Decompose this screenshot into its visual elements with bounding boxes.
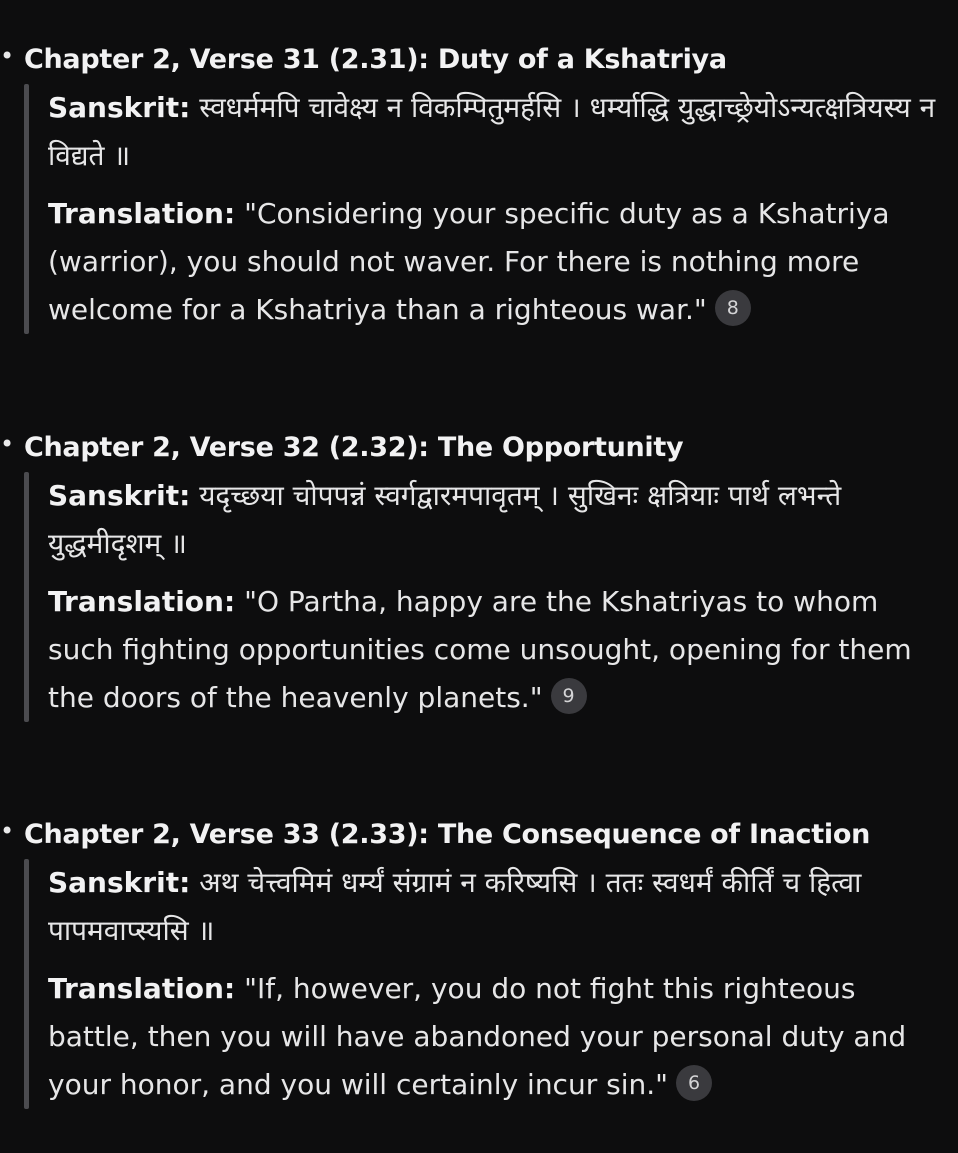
blockquote-bar <box>24 859 29 1109</box>
sanskrit-text: यदृच्छया चोपपन्नं स्वर्गद्वारमपावृतम् । सुखिनः क्षत्रियाः पार्थ लभन्ते युद्धमीदृशम् ॥ <box>48 479 842 560</box>
translation-text: "O Partha, happy are the Kshatriyas to whom such fighting opportunities come unsought, opening for them the doors of the heavenly planets." <box>48 585 912 714</box>
blockquote-bar <box>24 84 29 334</box>
verse-item-2-33 <box>0 817 958 1109</box>
sanskrit-text: अथ चेत्त्वमिमं धर्म्यं संग्रामं न करिष्यसि । ततः स्वधर्मं कीर्तिं च हित्वा पापमवाप्स्यसि ॥ <box>48 866 862 947</box>
verse-blockquote <box>24 859 942 1109</box>
verse-blockquote <box>24 84 942 334</box>
verse-heading: Chapter 2, Verse 32 (2.32): The Opportunity <box>24 432 684 463</box>
translation-label: Translation: <box>48 972 236 1005</box>
sanskrit-paragraph <box>48 472 942 568</box>
citation-badge[interactable]: 9 <box>551 678 587 714</box>
translation-paragraph <box>48 578 942 722</box>
translation-paragraph <box>48 965 942 1109</box>
sanskrit-text: स्वधर्ममपि चावेक्ष्य न विकम्पितुमर्हसि । धर्म्याद्धि युद्धाच्छ्रेयोऽन्यत्क्षत्रियस्य न विद्यते ॥ <box>48 91 936 172</box>
translation-label: Translation: <box>48 585 236 618</box>
verse-heading: Chapter 2, Verse 31 (2.31): Duty of a Kshatriya <box>24 44 727 75</box>
sanskrit-label: Sanskrit: <box>48 91 191 124</box>
sanskrit-paragraph <box>48 84 942 180</box>
verse-heading: Chapter 2, Verse 33 (2.33): The Consequence of Inaction <box>24 819 870 850</box>
citation-badge[interactable]: 6 <box>676 1065 712 1101</box>
translation-text: "Considering your specific duty as a Kshatriya (warrior), you should not waver. For there is nothing more welcome for a Kshatriya than a righteous war." <box>48 197 890 326</box>
bullet-icon: • <box>0 817 15 845</box>
translation-label: Translation: <box>48 197 236 230</box>
translation-paragraph <box>48 190 942 334</box>
translation-text: "If, however, you do not fight this righteous battle, then you will have abandoned your personal duty and your honor, and you will certainly incur sin." <box>48 972 907 1101</box>
verse-item-2-32 <box>0 430 958 722</box>
verse-item-2-31 <box>0 42 958 334</box>
sanskrit-label: Sanskrit: <box>48 866 191 899</box>
sanskrit-label: Sanskrit: <box>48 479 191 512</box>
blockquote-bar <box>24 472 29 722</box>
verse-blockquote <box>24 472 942 722</box>
bullet-icon: • <box>0 430 15 458</box>
sanskrit-paragraph <box>48 859 942 955</box>
bullet-icon: • <box>0 42 15 70</box>
citation-badge[interactable]: 8 <box>715 290 751 326</box>
